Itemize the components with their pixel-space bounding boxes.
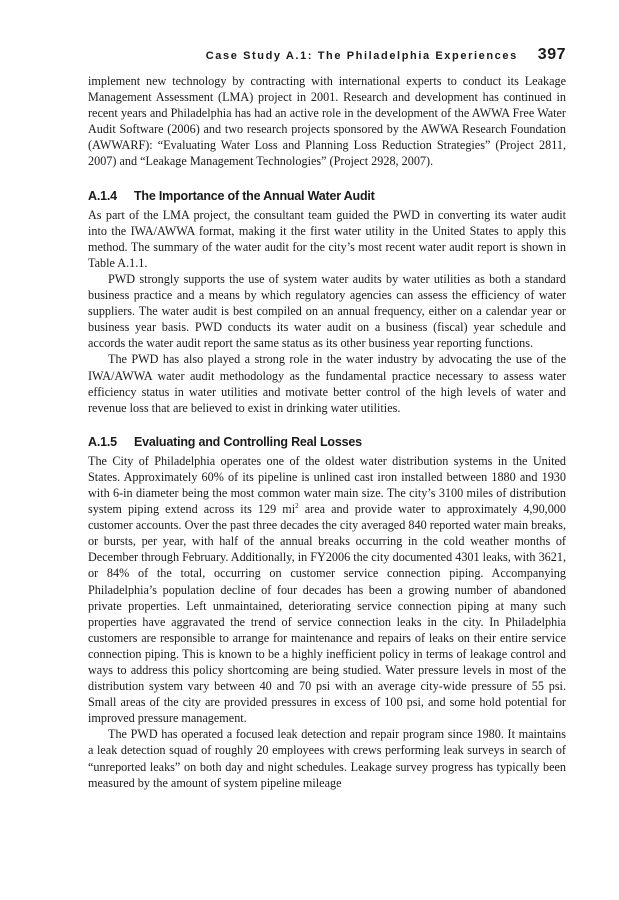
running-header bbox=[206, 46, 566, 64]
running-title: Case Study A.1: The Philadelphia Experiences bbox=[205, 50, 518, 62]
book-page bbox=[88, 0, 566, 900]
section-heading-a114 bbox=[88, 188, 566, 204]
paragraph-a115-1 bbox=[88, 453, 566, 727]
superscript: 2 bbox=[295, 502, 299, 510]
paragraph-a115-2: The PWD has operated a focused leak detection and repair program since 1980. It maintains a leak detection squad of roughly 20 employees with crews performing leak surveys in search of “unreported leaks” on both day and night schedules. Leakage survey progress has typically been measured by the amount of system pipeline mileage bbox=[88, 727, 566, 790]
intro-paragraph: implement new technology by contracting with international experts to conduct its Leakage Management Assessment (LMA) project in 2001. Research and development has continued in recent years and Philadelphia has had an active role in the development of the AWWA Free Water Audit Software (2006) and two research projects sponsored by the AWWA Research Foundation (AWWARF): “Evaluating Water Loss and Planning Loss Reduction Strategies” (Project 2811, 2007) and “Leakage Management Technologies” (Project 2928, 2007). bbox=[88, 74, 566, 169]
section-heading-a115 bbox=[88, 434, 566, 450]
paragraph-text: area and provide water to approximately 4,90,000 customer accounts. Over the past three decades the city averaged 840 reported water main breaks, or bursts, per year, with half of the annual breaks occurring in the cold weather months of December through February. Additionally, in FY2006 the city documented 4301 leaks, with 3621, or 84% of the total, occurring on customer service connection piping. Accompanying Philadelphia’s population decline of four decades has been a growing number of abandoned private properties. Left unmaintained, deteriorating service connection piping at many such properties have aggravated the trend of service connection leaks in the city. In Philadelphia customers are responsible to arrange for maintenance and repairs of leaks on their entire service connection piping. This is known to be a highly inefficient policy in terms of leakage control and ways to address this policy shortcoming are being studied. Water pressure levels in most of the distribution system vary between 40 and 70 psi with an average city-wide pressure of 55 psi. Small areas of the city are provided pressures in excess of 100 psi, and some hold potential for improved pressure management. bbox=[88, 502, 566, 726]
paragraph-text: The City of Philadelphia operates one of the oldest water distribution systems in the United States. Approximately 60% of its pipeline is unlined cast iron installed between 1880 and 1930 with 6-in diameter being the most common water main size. The city’s 3100 miles of distribution system piping extend across its 129 mi bbox=[88, 453, 566, 517]
page-number: 397 bbox=[537, 46, 566, 63]
section-title: Evaluating and Controlling Real Losses bbox=[134, 434, 362, 449]
section-title: The Importance of the Annual Water Audit bbox=[134, 188, 375, 203]
section-number: A.1.4 bbox=[88, 188, 117, 203]
section-number: A.1.5 bbox=[88, 434, 117, 449]
paragraph-a114-3: The PWD has also played a strong role in the water industry by advocating the use of the IWA/AWWA water audit methodology as the fundamental practice necessary to assess water efficiency status in water utilities and motivate better control of the high levels of water and revenue loss that are believed to exist in drinking water utilities. bbox=[88, 352, 566, 415]
paragraph-a114-2: PWD strongly supports the use of system water audits by water utilities as both a standard business practice and a means by which regulatory agencies can assess the efficiency of water suppliers. The water audit is best compiled on an annual frequency, either on a calendar year or business year basis. PWD conducts its water audit on a business (fiscal) year schedule and accords the water audit report the same status as its other business year reporting functions. bbox=[88, 271, 566, 351]
paragraph-a114-1: As part of the LMA project, the consultant team guided the PWD in converting its water audit into the IWA/AWWA format, making it the first water utility in the United States to apply this method. The summary of the water audit for the city’s most recent water audit report is shown in Table A.1.1. bbox=[88, 207, 566, 270]
body-text bbox=[88, 73, 566, 791]
